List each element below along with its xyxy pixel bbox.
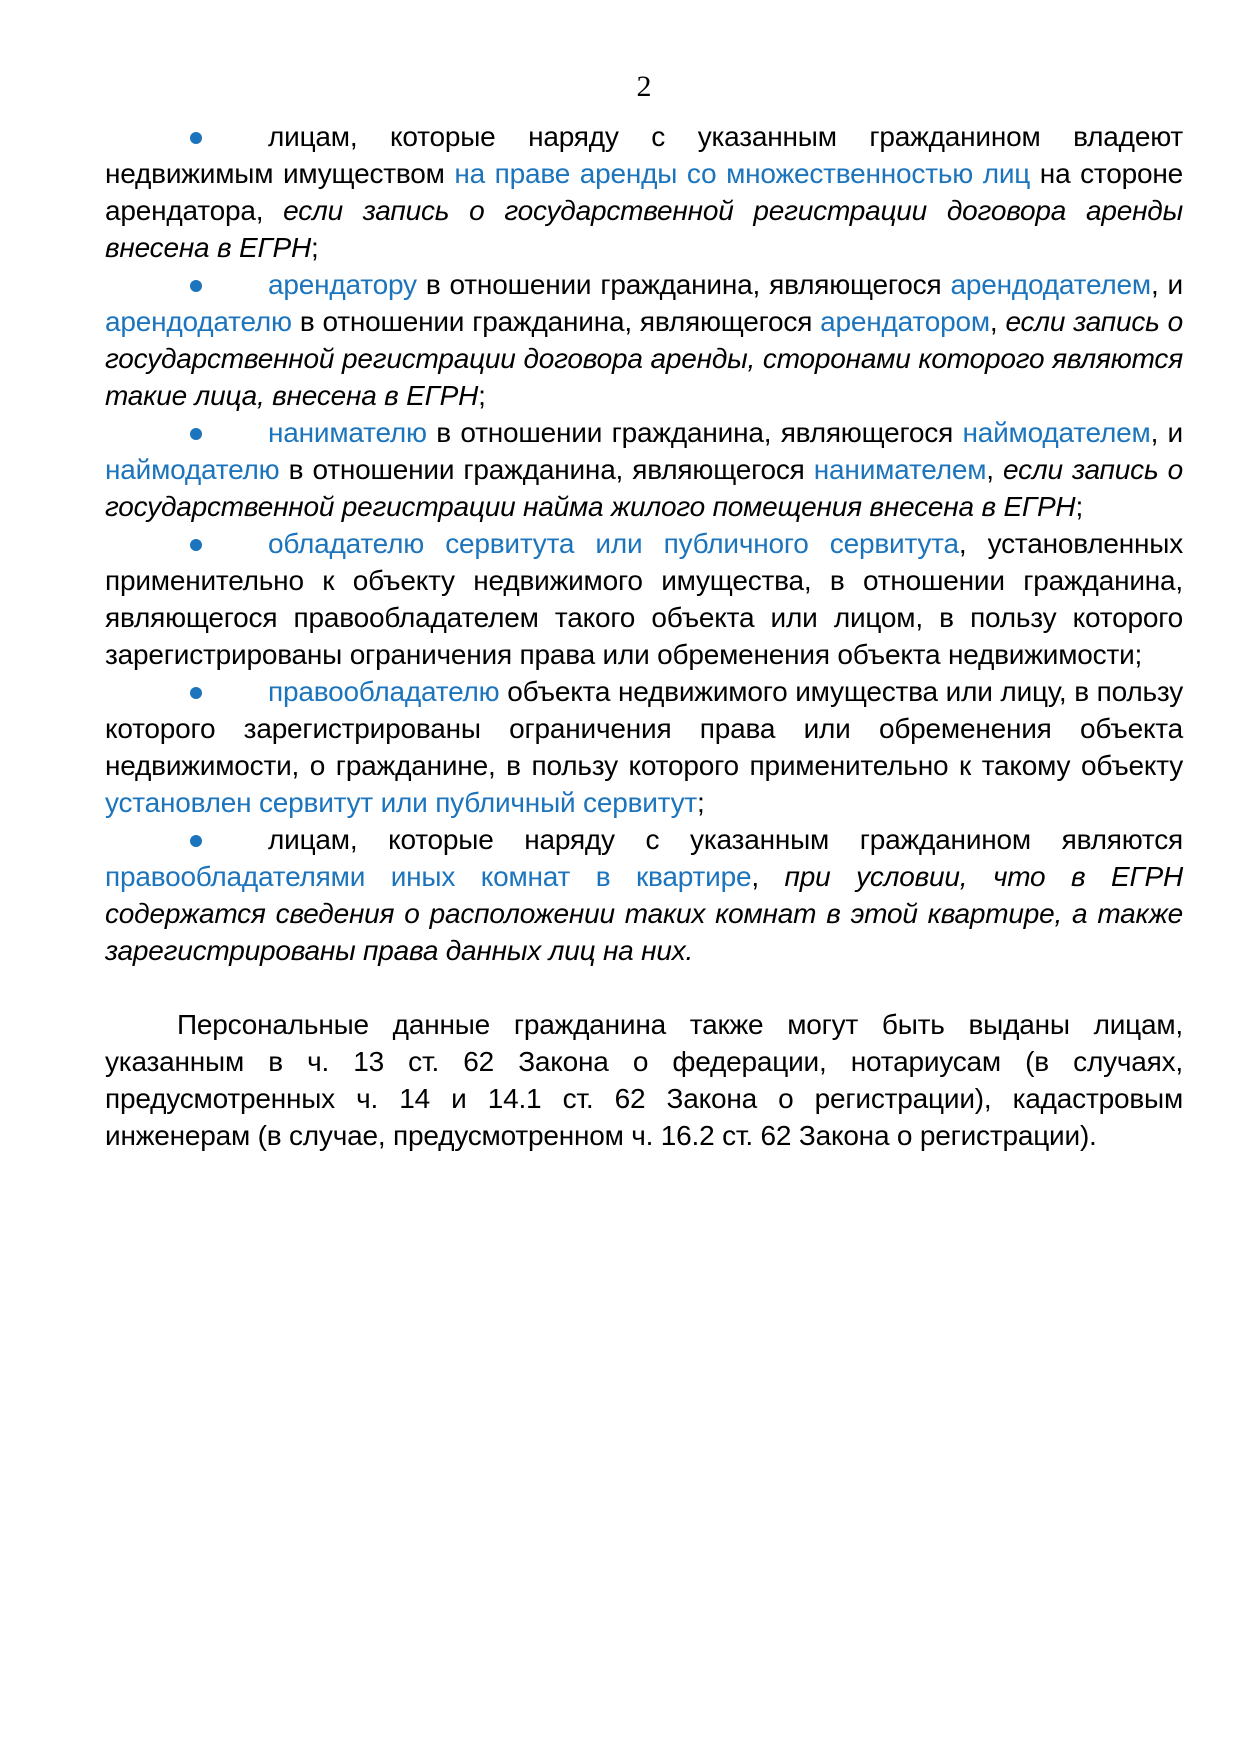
document-body — [105, 118, 1183, 1154]
bullet-icon — [190, 118, 268, 155]
bullet-icon — [190, 266, 268, 303]
bullet-item — [105, 525, 1183, 673]
text-run: лицам, которые наряду с указанным гражданином владеют недвижимым имуществом — [105, 121, 1183, 189]
bullet-dot — [190, 280, 202, 292]
text-run: нанимателем — [813, 454, 987, 485]
text-run: нанимателю — [268, 417, 427, 448]
bullet-item — [105, 673, 1183, 821]
bullet-icon — [190, 525, 268, 562]
text-run: на праве аренды со множественностью лиц — [454, 158, 1031, 189]
text-run: ; — [1075, 491, 1084, 522]
bullet-dot — [190, 428, 202, 440]
bullet-dot — [190, 539, 202, 551]
text-run: арендодателю — [105, 306, 292, 337]
text-run: если запись о государственной регистрации договора аренды, сторонами которого являются такие лица, внесена в ЕГРН — [105, 306, 1183, 411]
text-run: наймодателю — [105, 454, 280, 485]
text-run: в отношении гражданина, являющегося — [291, 306, 821, 337]
text-run: на стороне арендатора, — [105, 158, 1183, 226]
text-run: , и — [1150, 269, 1183, 300]
text-run: если запись о государственной регистрации договора аренды внесена в ЕГРН — [105, 195, 1183, 263]
body-paragraph — [105, 1006, 1183, 1154]
text-run: , — [989, 306, 1006, 337]
text-run: объекта недвижимого имущества или лицу, в пользу которого зарегистрированы ограничения права или обременения объекта недвижимости, о гражданине, в пользу которого применительно к такому объекту — [105, 676, 1183, 781]
bullet-dot — [190, 132, 202, 144]
bullet-item — [105, 414, 1183, 525]
bullet-item — [105, 118, 1183, 266]
bullet-icon — [190, 821, 268, 858]
text-run: арендатором — [820, 306, 990, 337]
text-run: , и — [1150, 417, 1184, 448]
text-run: обладателю сервитута или публичного сервитута — [268, 528, 959, 559]
text-run: ; — [311, 232, 319, 263]
text-run: правообладателями иных комнат в квартире — [105, 861, 752, 892]
bullet-icon — [190, 414, 268, 451]
text-run: наймодателем — [962, 417, 1151, 448]
text-run: Персональные данные гражданина также могут быть выданы лицам, указанным в ч. 13 ст. 62 Закона о федерации, нотариусам (в случаях, предусмотренных ч. 14 и 14.1 ст. 62 Закона о регистрации), кадастровым инженерам (в случае, предусмотренном ч. 16.2 ст. 62 Закона о регистрации). — [105, 1009, 1183, 1151]
text-run: в отношении гражданина, являющегося — [279, 454, 814, 485]
text-run: , — [986, 454, 1004, 485]
text-run: установлен сервитут или публичный сервитут — [105, 787, 698, 818]
text-run: арендодателем — [950, 269, 1151, 300]
text-run: правообладателю — [268, 676, 500, 707]
text-run: в отношении гражданина, являющегося — [426, 417, 963, 448]
text-run: лицам, которые наряду с указанным гражданином являются — [268, 824, 1183, 855]
text-run: ; — [697, 787, 705, 818]
bullet-item — [105, 821, 1183, 969]
bullet-item — [105, 266, 1183, 414]
text-run: если запись о государственной регистрации найма жилого помещения внесена в ЕГРН — [105, 454, 1183, 522]
bullet-dot — [190, 687, 202, 699]
text-run: в отношении гражданина, являющегося — [416, 269, 951, 300]
bullet-dot — [190, 835, 202, 847]
text-run: , установленных применительно к объекту недвижимого имущества, в отношении гражданина, являющегося правообладателем такого объекта или лицом, в пользу которого зарегистрированы ограничения права или обременения объекта недвижимости; — [105, 528, 1184, 670]
text-run: ; — [478, 380, 486, 411]
text-run: , — [751, 861, 785, 892]
text-run: арендатору — [268, 269, 417, 300]
page-number: 2 — [636, 70, 652, 103]
bullet-icon — [190, 673, 268, 710]
text-run: при условии, что в ЕГРН содержатся сведения о расположении таких комнат в этой квартире, а также зарегистрированы права данных лиц на них. — [105, 861, 1184, 966]
